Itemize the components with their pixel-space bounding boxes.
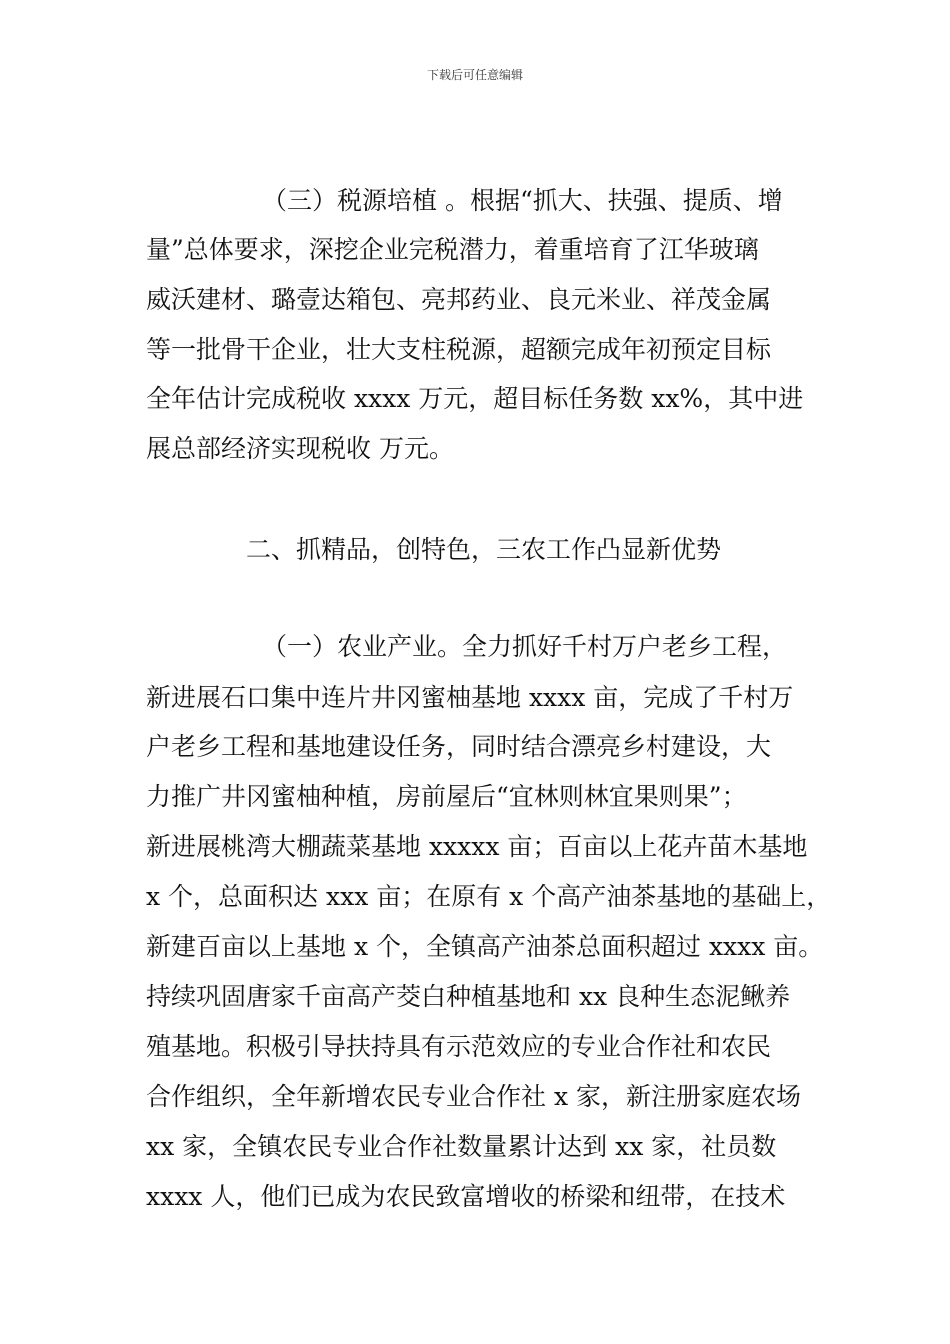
section-three-line-2: 量”总体要求，深挖企业完税潜力，着重培育了江华玻璃	[146, 235, 759, 264]
section-one-line-2: 新进展石口集中连片井冈蜜柚基地 xxxx 亩，完成了千村万	[146, 683, 794, 712]
section-three-line-4: 等一批骨干企业，壮大支柱税源，超额完成年初预定目标	[146, 335, 772, 364]
section-one-line-12: xxxx 人，他们已成为农民致富增收的桥梁和纽带，在技术	[146, 1182, 786, 1211]
section-one-line-6: x 个，总面积达 xxx 亩；在原有 x 个高产油茶基地的基础上，	[146, 882, 832, 911]
section-one-line-3: 户老乡工程和基地建设任务，同时结合漂亮乡村建设，大	[146, 732, 772, 761]
section-one-line-7: 新建百亩以上基地 x 个，全镇高产油茶总面积超过 xxxx 亩。	[146, 932, 824, 961]
section-one-line-10: 合作组织，全年新增农民专业合作社 x 家，新注册家庭农场	[146, 1082, 801, 1111]
section-one-line-8: 持续巩固唐家千亩高产茭白种植基地和 xx 良种生态泥鳅养	[146, 982, 791, 1011]
section-one-line-11: xx 家，全镇农民专业合作社数量累计达到 xx 家，社员数	[146, 1132, 777, 1161]
section-three-line-3: 威沃建材、璐壹达箱包、亮邦药业、良元米业、祥茂金属	[146, 285, 772, 314]
section-three-line-1: （三）税源培植 。根据“抓大、扶强、提质、增	[262, 186, 783, 215]
section-one-line-4: 力推广井冈蜜柚种植，房前屋后“宜林则林宜果则果”；	[146, 782, 747, 811]
section-one-line-1: （一）农业产业。全力抓好千村万户老乡工程，	[262, 632, 788, 661]
section-one-line-5: 新进展桃湾大棚蔬菜基地 xxxxx 亩；百亩以上花卉苗木基地	[146, 832, 808, 861]
section-one-line-9: 殖基地。积极引导扶持具有示范效应的专业合作社和农民	[146, 1032, 772, 1061]
section-three-line-6: 展总部经济实现税收 万元。	[146, 434, 454, 463]
section-three-line-5: 全年估计完成税收 xxxx 万元，超目标任务数 xx%，其中进	[146, 384, 804, 413]
header-note: 下载后可任意编辑	[426, 68, 523, 82]
section-heading: 二、抓精品，创特色，三农工作凸显新优势	[246, 535, 722, 564]
